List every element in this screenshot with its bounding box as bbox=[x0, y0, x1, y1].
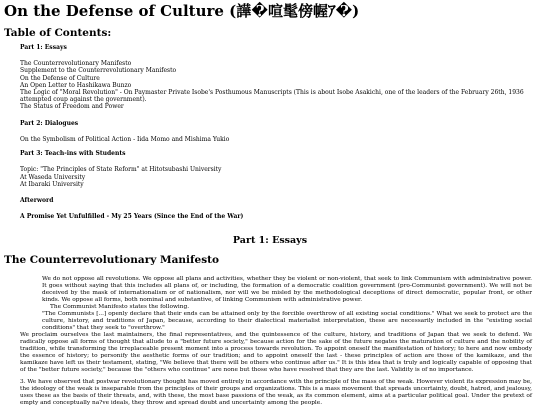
body-paragraph: We do not oppose all revolutions. We oppose all plans and activities, whether they be violent or non-violent, that seek to link Communism with administrative power. It goes without saying that this includes all plans of, or including, the formation of a democratic coalition government (pro-Communist government). We will not be deceived by the mask of internationalism or of nationalism, nor will we be misled by the methodological deceptions of direct democratic, popular front, or other kinds. We oppose all forms, both nominal and substantive, of linking Communism with administrative power. bbox=[42, 276, 532, 303]
toc-part3-list bbox=[20, 166, 534, 188]
body-paragraph: 3. We have observed that postwar revolutionary thought has moved entirely in accordance with the principle of the mass of the weak. However violent its expression may be, the ideology of the weak is inseparable from the principles of their groups and organizations. This is a mass movement that spreads uncertainty, doubt, hatred, and jealousy, uses these as the basis of their threats, and, with these, the most base passions of the weak, as its common element, aims at a particular political goal. Under the pretext of empty and conceptually na?ve ideals, they throw and spread doubt and uncertainty among the people. bbox=[20, 379, 532, 405]
document-title: On the Defense of Culture (譁�喧髦傍幄ｱ�) bbox=[4, 2, 360, 20]
toc-item[interactable]: The Status of Freedom and Power bbox=[20, 103, 124, 111]
toc-item[interactable]: On the Symbolism of Political Action - Iida Momo and Mishima Yukio bbox=[20, 135, 230, 143]
toc-heading: Table of Contents: bbox=[4, 27, 112, 39]
toc-part1-title[interactable]: Part 1: Essays bbox=[20, 44, 67, 51]
toc-part3-title[interactable]: Part 3: Teach-ins with Students bbox=[20, 150, 126, 158]
toc-item[interactable]: Supplement to the Counterrevolutionary Manifesto bbox=[20, 67, 177, 75]
toc-item[interactable]: The Counterrevolutionary Manifesto bbox=[20, 60, 132, 68]
toc-item[interactable]: Topic: "The Principles of State Reform" at Hitotsubashi University bbox=[20, 166, 222, 174]
section-heading: The Counterrevolutionary Manifesto bbox=[4, 254, 219, 266]
body-paragraph: The Communist Manifesto states the following. bbox=[50, 304, 190, 310]
table-of-contents bbox=[20, 44, 534, 220]
toc-part2-title[interactable]: Part 2: Dialogues bbox=[20, 119, 79, 127]
toc-promise[interactable]: A Promise Yet Unfulfilled - My 25 Years (Since the End of the War) bbox=[20, 213, 244, 221]
toc-part2-list bbox=[20, 136, 534, 143]
toc-item[interactable]: At Ibaraki University bbox=[20, 180, 84, 188]
toc-item[interactable]: At Waseda University bbox=[20, 173, 86, 181]
part1-heading: Part 1: Essays bbox=[232, 235, 308, 246]
section-body bbox=[20, 276, 532, 405]
toc-item[interactable]: On the Defense of Culture bbox=[20, 74, 100, 82]
toc-part1-list bbox=[20, 60, 534, 110]
toc-item[interactable]: The Logic of "Moral Revolution" - On Paymaster Private Isobe's Posthumous Manuscripts (This is about Isobe Asakichi, one of the leaders of the February 26th, 1936 attempted coup against the government). bbox=[20, 89, 524, 104]
body-paragraph: We proclaim ourselves the last maintainers, the final representatives, and the quintessence of the culture, history, and traditions of Japan that we seek to defend. We radically oppose all forms of thought that allude to a "better future society," because action for the sake of the future negates the maturation of culture and the nobility of tradition, while transforming the irreplaceable present moment into a process towards revolution. To appoint oneself the manifestation of history; to here and now embody the essence of history; to personify the aesthetic forms of our tradition; and to appoint oneself the last - these principles of action are those of the kamikaze, and the kamikaze have left us their testament, stating, "We believe that there will be others who continue after us." It is this idea that is truly and logically capable of opposing that of the "better future society," because the "others who continue" are none but those who have resolved that they are the last. Validity is of no importance. bbox=[20, 332, 532, 373]
body-quote: "The Communists [...] openly declare that their ends can be attained only by the forcible overthrow of all existing social conditions." What we seek to protect are the culture, history, and traditions of Japan, because, according to their dialectical materialist interpretation, these are necessarily included in the "existing social conditions" that they seek to "overthrow." bbox=[42, 311, 532, 331]
toc-item[interactable]: An Open Letter to Hashikawa Bunzo bbox=[20, 81, 132, 89]
toc-afterword[interactable]: Afterword bbox=[20, 197, 54, 205]
